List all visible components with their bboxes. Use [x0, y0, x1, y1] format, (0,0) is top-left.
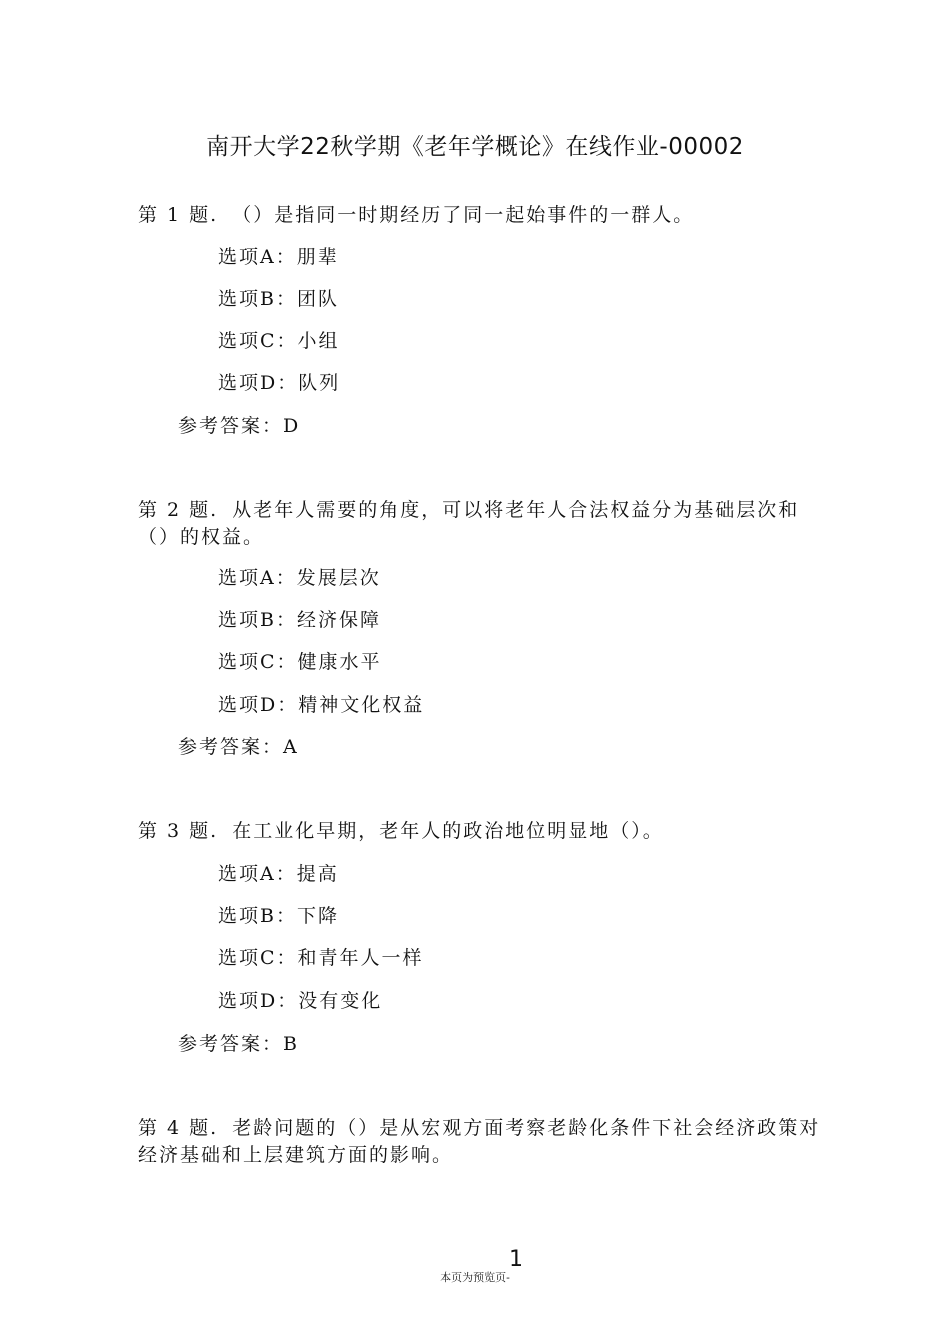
question-1-option-c: 选项C：小组 [218, 330, 340, 352]
question-2-option-c: 选项C：健康水平 [218, 651, 382, 673]
question-1 [138, 202, 828, 229]
question-text: 在工业化早期，老年人的政治地位明显地（）。 [232, 820, 664, 842]
question-text: 从老年人需要的角度，可以将老年人合法权益分为基础层次和（）的权益。 [138, 499, 800, 548]
question-2-answer: 参考答案：A [178, 736, 299, 758]
question-number: 第 4 题. [138, 1117, 219, 1139]
question-1-option-d: 选项D：队列 [218, 372, 341, 394]
question-text: 老龄问题的（）是从宏观方面考察老龄化条件下社会经济政策对经济基础和上层建筑方面的影响。 [138, 1117, 821, 1166]
question-2 [138, 497, 828, 551]
page-number: 1 [509, 1247, 523, 1272]
question-4 [138, 1115, 828, 1169]
question-2-option-b: 选项B：经济保障 [218, 609, 381, 631]
question-1-option-a: 选项A：朋辈 [218, 246, 339, 268]
question-2-option-d: 选项D：精神文化权益 [218, 694, 425, 716]
question-2-option-a: 选项A：发展层次 [218, 567, 381, 589]
question-1-answer: 参考答案：D [178, 415, 301, 437]
document-title: 南开大学22秋学期《老年学概论》在线作业-00002 [206, 134, 744, 160]
question-3-option-c: 选项C：和青年人一样 [218, 947, 424, 969]
question-3-option-a: 选项A：提高 [218, 863, 339, 885]
question-1-option-b: 选项B：团队 [218, 288, 339, 310]
question-3-option-b: 选项B：下降 [218, 905, 339, 927]
preview-note: 本页为预览页- [440, 1271, 510, 1284]
question-3-option-d: 选项D：没有变化 [218, 990, 383, 1012]
question-number: 第 2 题. [138, 499, 219, 521]
question-3 [138, 818, 828, 845]
question-3-answer: 参考答案：B [178, 1033, 299, 1055]
question-number: 第 1 题. [138, 204, 219, 226]
question-number: 第 3 题. [138, 820, 219, 842]
question-text: （）是指同一时期经历了同一起始事件的一群人。 [232, 204, 695, 226]
